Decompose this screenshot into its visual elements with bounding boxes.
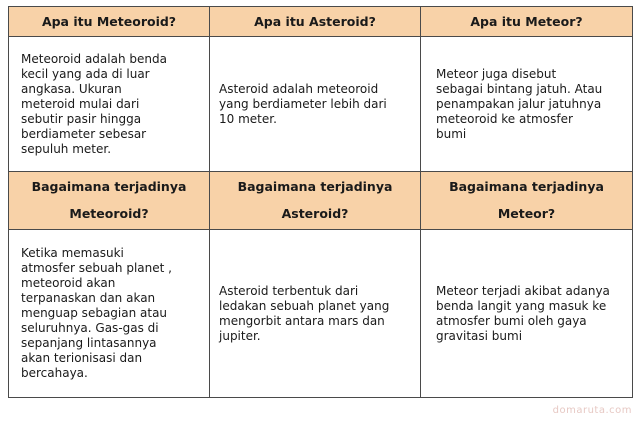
header-how-asteroid-line2: Asteroid? xyxy=(281,206,349,221)
header-how-asteroid xyxy=(210,172,421,230)
body-row-what xyxy=(9,37,633,172)
cell-meteor-formation xyxy=(421,230,633,398)
header-how-meteor-line2: Meteor? xyxy=(497,206,556,221)
header-what-meteoroid: Apa itu Meteoroid? xyxy=(9,7,210,37)
cell-meteoroid-definition xyxy=(9,37,210,172)
header-how-meteor-line1: Bagaimana terjadinya xyxy=(449,179,604,194)
header-what-meteor: Apa itu Meteor? xyxy=(421,7,633,37)
header-how-meteoroid xyxy=(9,172,210,230)
header-what-asteroid: Apa itu Asteroid? xyxy=(210,7,421,37)
asteroid-definition-text: Asteroid adalah meteoroid yang berdiameter lebih dari 10 meter. xyxy=(219,81,387,126)
cell-meteor-definition xyxy=(421,37,633,172)
header-how-meteoroid-line2: Meteoroid? xyxy=(69,206,149,221)
cell-asteroid-formation xyxy=(210,230,421,398)
header-row-how xyxy=(9,172,633,230)
meteoroid-definition-text: Meteoroid adalah benda kecil yang ada di luar angkasa. Ukuran meteroid mulai dari sebutir pasir hingga berdiameter sebesar sepuluh meter. xyxy=(21,51,167,156)
meteor-definition-text: Meteor juga disebut sebagai bintang jatuh. Atau penampakan jalur jatuhnya meteoroid ke atmosfer bumi xyxy=(436,66,603,141)
header-how-meteoroid-line1: Bagaimana terjadinya xyxy=(31,179,187,194)
cell-asteroid-definition xyxy=(210,37,421,172)
header-how-meteor xyxy=(421,172,633,230)
body-row-how xyxy=(9,230,633,398)
asteroid-formation-text: Asteroid terbentuk dari ledakan sebuah planet yang mengorbit antara mars dan jupiter. xyxy=(219,283,390,343)
watermark: domaruta.com xyxy=(552,405,632,416)
header-row-what xyxy=(9,7,633,37)
header-how-asteroid-line1: Bagaimana terjadinya xyxy=(237,179,393,194)
info-table xyxy=(8,6,633,398)
meteor-formation-text: Meteor terjadi akibat adanya benda langit yang masuk ke atmosfer bumi oleh gaya gravitasi bumi xyxy=(436,283,610,343)
meteoroid-formation-text: Ketika memasuki atmosfer sebuah planet , meteoroid akan terpanaskan dan akan menguap sebagian atau seluruhnya. Gas-gas di sepanjang lintasannya akan terionisasi dan bercahaya. xyxy=(21,246,172,380)
cell-meteoroid-formation xyxy=(9,230,210,398)
